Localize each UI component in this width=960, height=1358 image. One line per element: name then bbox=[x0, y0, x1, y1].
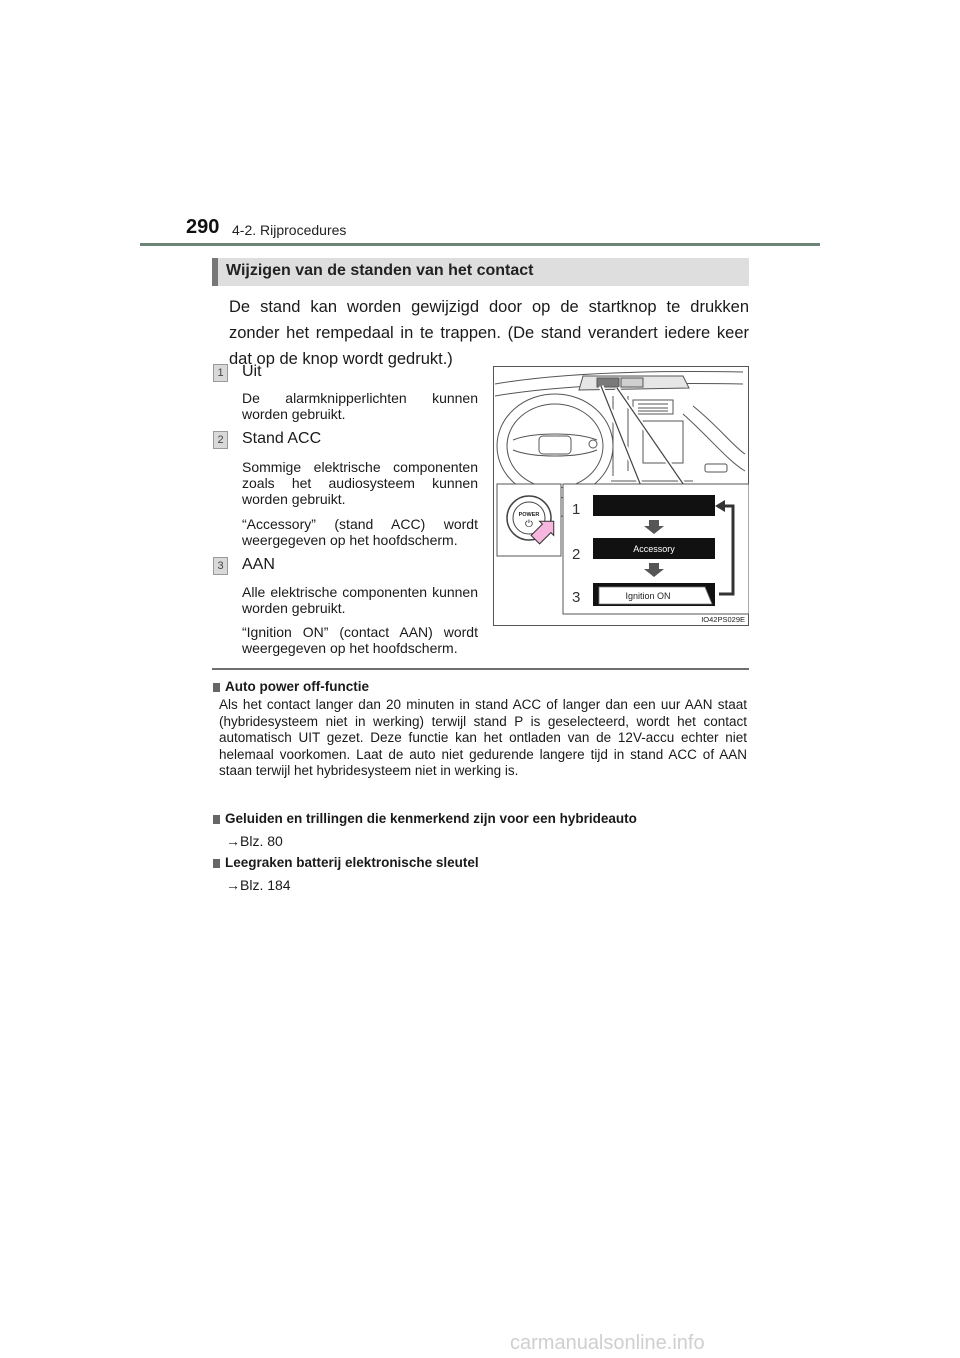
note-marker-icon bbox=[213, 683, 220, 692]
item-text: Sommige elektrische componenten zoals het audiosysteem kunnen worden gebruikt. bbox=[242, 459, 478, 507]
banner-accent-bar bbox=[212, 258, 218, 286]
section-heading: Wijzigen van de standen van het contact bbox=[226, 262, 534, 279]
figure-code: IO42PS029E bbox=[701, 615, 745, 624]
state-display-accessory-label: Accessory bbox=[633, 544, 675, 554]
note-marker-icon bbox=[213, 815, 220, 824]
item-title-stand-acc: Stand ACC bbox=[242, 430, 322, 447]
note-body: Als het contact langer dan 20 minuten in stand ACC of langer dan een uur AAN staat (hybridesysteem niet in werking) terwijl stand P is geselecteerd, wordt het contact automatisch UIT gezet. Deze functie kan het ontladen van de 12V-accu echter niet helemaal voorkomen. Laat de auto niet gedurende langere tijd in stand ACC of AAN staan terwijl het hybridesysteem niet in werking is. bbox=[219, 697, 747, 778]
note-marker-icon bbox=[213, 859, 220, 868]
power-icon: ⏻ bbox=[525, 519, 533, 530]
state-number-2: 2 bbox=[572, 546, 581, 563]
section-heading-banner bbox=[212, 258, 749, 286]
state-display-off bbox=[593, 495, 715, 516]
watermark: carmanualsonline.info bbox=[510, 1332, 705, 1354]
section-title: 4-2. Rijprocedures bbox=[232, 222, 347, 238]
power-button-label: POWER bbox=[518, 512, 540, 518]
note-title: Leegraken batterij elektronische sleutel bbox=[225, 855, 479, 870]
state-number-1: 1 bbox=[572, 501, 581, 518]
state-display-ignition-on-label: Ignition ON bbox=[625, 591, 671, 601]
item-number-badge: 3 bbox=[213, 557, 228, 575]
item-number-badge: 1 bbox=[213, 364, 228, 382]
notes-rule bbox=[212, 668, 749, 670]
note-title: Geluiden en trillingen die kenmerkend zijn voor een hybrideauto bbox=[225, 811, 637, 826]
page-reference-link[interactable]: →Blz. 80 bbox=[226, 833, 283, 849]
item-text: De alarmknipperlichten kunnen worden gebruikt. bbox=[242, 390, 478, 422]
page-reference-link[interactable]: →Blz. 184 bbox=[226, 877, 291, 893]
page-number: 290 bbox=[186, 216, 220, 238]
item-title-uit: Uit bbox=[242, 363, 262, 380]
section-intro: De stand kan worden gewijzigd door op de startknop te drukken zonder het rempedaal in te trappen. (De stand verandert iedere keer dat op de knop wordt gedrukt.) bbox=[229, 298, 749, 368]
state-number-3: 3 bbox=[572, 589, 581, 606]
item-title-aan: AAN bbox=[242, 556, 275, 573]
item-number-badge: 2 bbox=[213, 431, 228, 449]
header-rule bbox=[140, 243, 820, 246]
item-text: “Accessory” (stand ACC) wordt weergegeven op het hoofdscherm. bbox=[242, 516, 478, 548]
ignition-modes-figure bbox=[493, 366, 749, 626]
item-text: Alle elektrische componenten kunnen worden gebruikt. bbox=[242, 584, 478, 616]
note-title: Auto power off-functie bbox=[225, 679, 369, 694]
item-text: “Ignition ON” (contact AAN) wordt weergegeven op het hoofdscherm. bbox=[242, 624, 478, 656]
